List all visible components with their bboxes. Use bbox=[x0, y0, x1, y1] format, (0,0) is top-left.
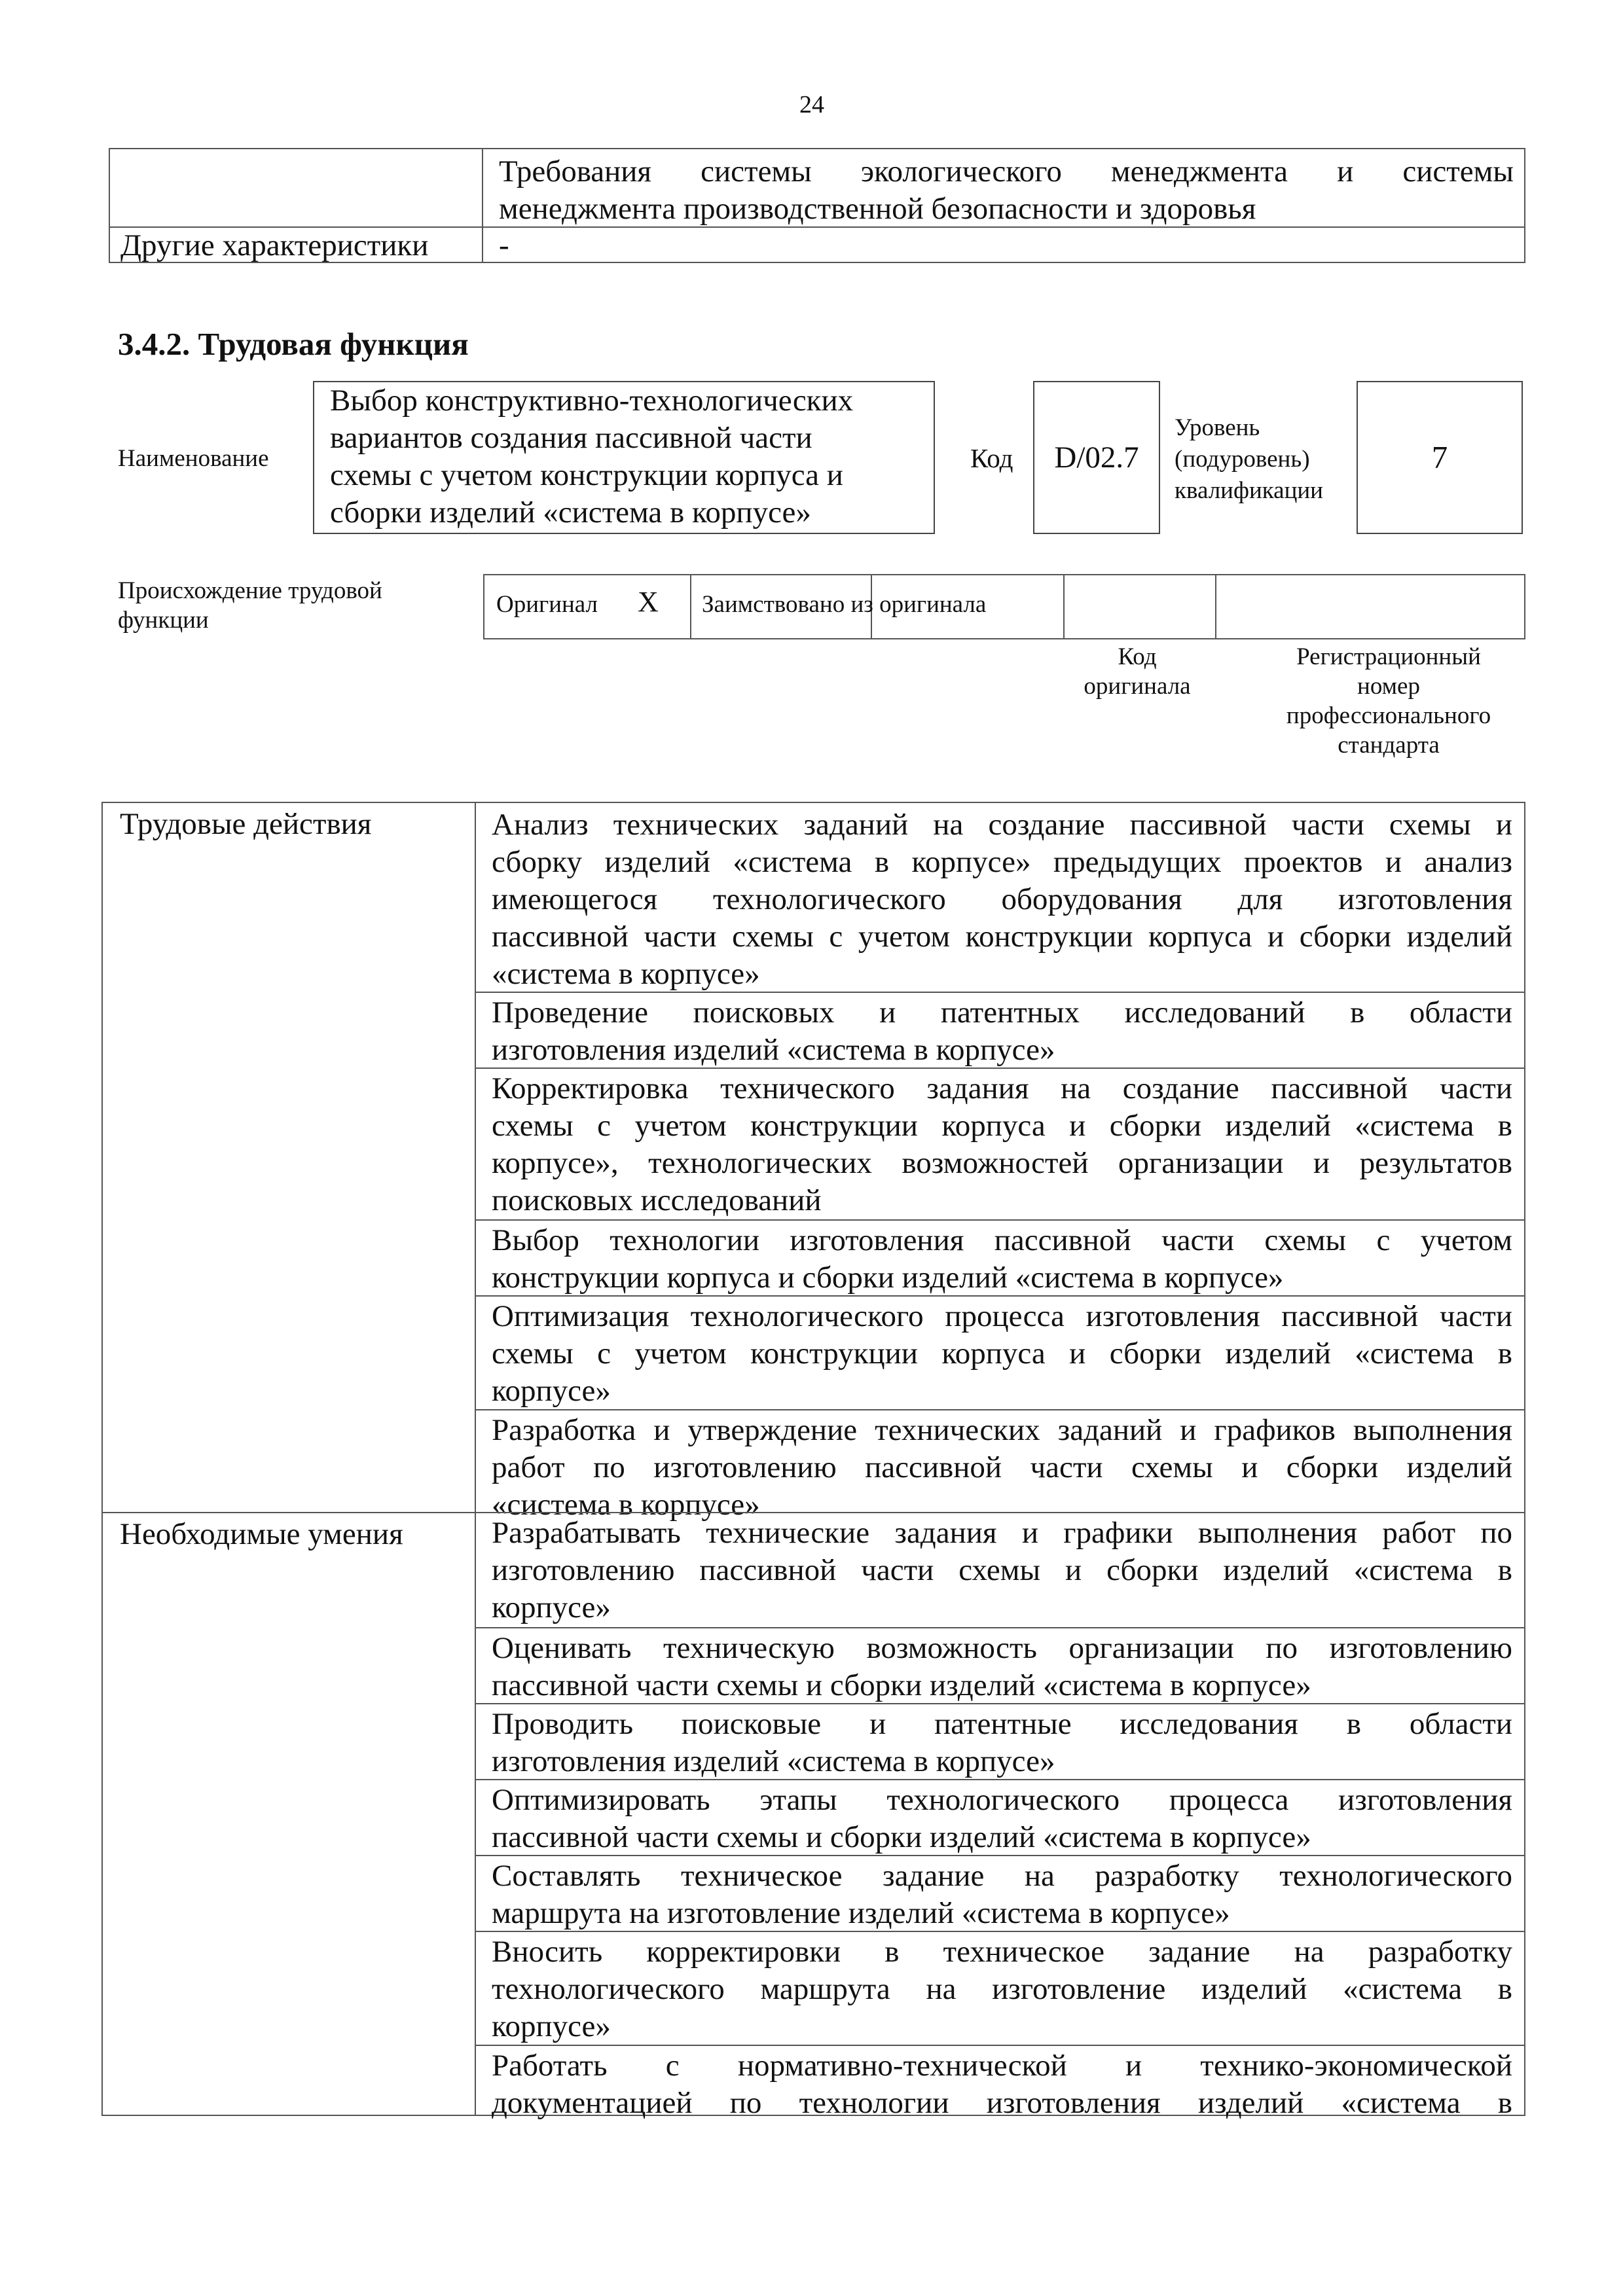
code-original-caption-line: оригинала bbox=[1084, 673, 1191, 700]
registration-number-cell bbox=[1215, 574, 1525, 639]
skill-line: корпусе» bbox=[492, 2009, 611, 2043]
registration-caption-line: номер bbox=[1357, 673, 1420, 700]
requirements-line: Требования системы экологического менеджмента и системы bbox=[499, 154, 1514, 188]
page-number: 24 bbox=[799, 91, 824, 118]
code-label: Код bbox=[970, 443, 1013, 473]
top-table-empty-cell bbox=[109, 148, 483, 228]
skill-item bbox=[475, 1779, 1525, 1856]
skill-line: Вносить корректировки в техническое задание на разработку bbox=[492, 1935, 1512, 1969]
labor-action-item bbox=[475, 1219, 1525, 1297]
skill-line: документацией по технологии изготовления изделий «система в bbox=[492, 2086, 1512, 2120]
competency-table bbox=[101, 802, 1525, 2120]
name-label: Наименование bbox=[118, 445, 269, 472]
original-code-value-cell bbox=[1063, 574, 1216, 639]
labor-action-line: Проведение поисковых и патентных исследований в области bbox=[492, 996, 1512, 1030]
skill-line: пассивной части схемы и сборки изделий «система в корпусе» bbox=[492, 1820, 1311, 1854]
original-label: Оригинал bbox=[496, 591, 598, 618]
qualification-level-label bbox=[1175, 412, 1323, 507]
labor-actions-label-cell bbox=[101, 802, 476, 1513]
labor-action-line: изготовления изделий «система в корпусе» bbox=[492, 1033, 1055, 1067]
labor-action-item bbox=[475, 1295, 1525, 1410]
labor-action-line: Анализ технических заданий на создание пассивной части схемы и bbox=[492, 808, 1512, 842]
level-label-line: (подуровень) bbox=[1175, 446, 1310, 473]
labor-action-line: поисковых исследований bbox=[492, 1183, 822, 1217]
skill-line: пассивной части схемы и сборки изделий «система в корпусе» bbox=[492, 1668, 1311, 1702]
top-table-requirements-cell bbox=[482, 148, 1525, 228]
required-skills-label-cell bbox=[101, 1512, 476, 2116]
skill-line: Проводить поисковые и патентные исследования в области bbox=[492, 1707, 1512, 1741]
skill-line: Работать с нормативно-технической и технико-экономической bbox=[492, 2049, 1512, 2083]
labor-action-line: схемы с учетом конструкции корпуса и сборки изделий «система в bbox=[492, 1109, 1512, 1143]
level-label-line: Уровень bbox=[1175, 414, 1260, 441]
skill-item bbox=[475, 1703, 1525, 1780]
labor-action-line: пассивной части схемы с учетом конструкции корпуса и сборки изделий bbox=[492, 920, 1512, 954]
registration-caption-line: профессионального bbox=[1286, 702, 1491, 729]
other-characteristics-label: Другие характеристики bbox=[109, 226, 483, 263]
function-name-line: вариантов создания пассивной части bbox=[330, 421, 812, 455]
registration-caption-line: стандарта bbox=[1338, 732, 1440, 759]
code-original-caption bbox=[1063, 642, 1211, 701]
labor-action-item bbox=[475, 992, 1525, 1069]
code-value: D/02.7 bbox=[1033, 381, 1160, 534]
labor-action-line: корпусе», технологических возможностей организации и результатов bbox=[492, 1146, 1512, 1180]
labor-action-line: имеющегося технологического оборудования для изготовления bbox=[492, 882, 1512, 916]
skill-item bbox=[475, 1855, 1525, 1932]
skill-line: изготовлению пассивной части схемы и сборки изделий «система в bbox=[492, 1553, 1512, 1587]
labor-action-line: сборку изделий «система в корпусе» предыдущих проектов и анализ bbox=[492, 845, 1512, 879]
skill-line: Составлять техническое задание на разработку технологического bbox=[492, 1859, 1512, 1893]
borrowed-label: Заимствовано из оригинала bbox=[702, 591, 987, 618]
labor-action-line: корпусе» bbox=[492, 1374, 611, 1408]
function-name-line: сборки изделий «система в корпусе» bbox=[330, 495, 811, 529]
function-name-box bbox=[313, 381, 935, 534]
labor-action-line: работ по изготовлению пассивной части схемы и сборки изделий bbox=[492, 1450, 1512, 1484]
code-original-caption-line: Код bbox=[1118, 643, 1157, 670]
skill-item bbox=[475, 1931, 1525, 2046]
skill-line: технологического маршрута на изготовление изделий «система в bbox=[492, 1972, 1512, 2006]
function-name-line: Выбор конструктивно-технологических bbox=[330, 384, 854, 418]
labor-action-line: «система в корпусе» bbox=[492, 957, 760, 991]
labor-action-line: Разработка и утверждение технических заданий и графиков выполнения bbox=[492, 1413, 1512, 1447]
origin-label-line: Происхождение трудовой bbox=[118, 577, 382, 604]
labor-action-line: Корректировка технического задания на создание пассивной части bbox=[492, 1071, 1512, 1105]
skill-line: маршрута на изготовление изделий «система в корпусе» bbox=[492, 1896, 1230, 1930]
registration-caption-line: Регистрационный bbox=[1296, 643, 1481, 670]
skill-item bbox=[475, 1627, 1525, 1704]
skill-item bbox=[475, 2045, 1525, 2120]
original-mark: X bbox=[638, 586, 659, 618]
skill-line: корпусе» bbox=[492, 1590, 611, 1624]
level-label-line: квалификации bbox=[1175, 477, 1323, 504]
skill-line: изготовления изделий «система в корпусе» bbox=[492, 1744, 1055, 1778]
level-value: 7 bbox=[1357, 381, 1523, 534]
skill-line: Оптимизировать этапы технологического процесса изготовления bbox=[492, 1783, 1512, 1817]
section-title: 3.4.2. Трудовая функция bbox=[118, 326, 469, 362]
skill-line: Оценивать техническую возможность организации по изготовлению bbox=[492, 1631, 1512, 1665]
labor-action-item bbox=[475, 1067, 1525, 1221]
labor-actions-label: Трудовые действия bbox=[120, 807, 372, 841]
labor-action-item bbox=[475, 1409, 1525, 1522]
required-skills-label: Необходимые умения bbox=[120, 1517, 403, 1551]
top-table bbox=[109, 148, 1525, 263]
labor-action-line: конструкции корпуса и сборки изделий «система в корпусе» bbox=[492, 1261, 1284, 1295]
skill-line: Разрабатывать технические задания и графики выполнения работ по bbox=[492, 1516, 1512, 1550]
labor-action-line: Оптимизация технологического процесса изготовления пассивной части bbox=[492, 1299, 1512, 1333]
origin-label bbox=[118, 576, 382, 635]
labor-action-line: «система в корпусе» bbox=[492, 1488, 760, 1522]
requirements-line: менеджмента производственной безопасности и здоровья bbox=[499, 192, 1256, 226]
labor-action-line: Выбор технологии изготовления пассивной части схемы с учетом bbox=[492, 1223, 1512, 1257]
other-characteristics-value: - bbox=[482, 226, 1525, 263]
skill-item bbox=[475, 1512, 1525, 1628]
function-name-line: схемы с учетом конструкции корпуса и bbox=[330, 458, 843, 492]
labor-action-item bbox=[475, 802, 1525, 993]
labor-action-line: схемы с учетом конструкции корпуса и сборки изделий «система в bbox=[492, 1336, 1512, 1371]
origin-label-line: функции bbox=[118, 607, 209, 634]
registration-caption bbox=[1235, 642, 1542, 760]
